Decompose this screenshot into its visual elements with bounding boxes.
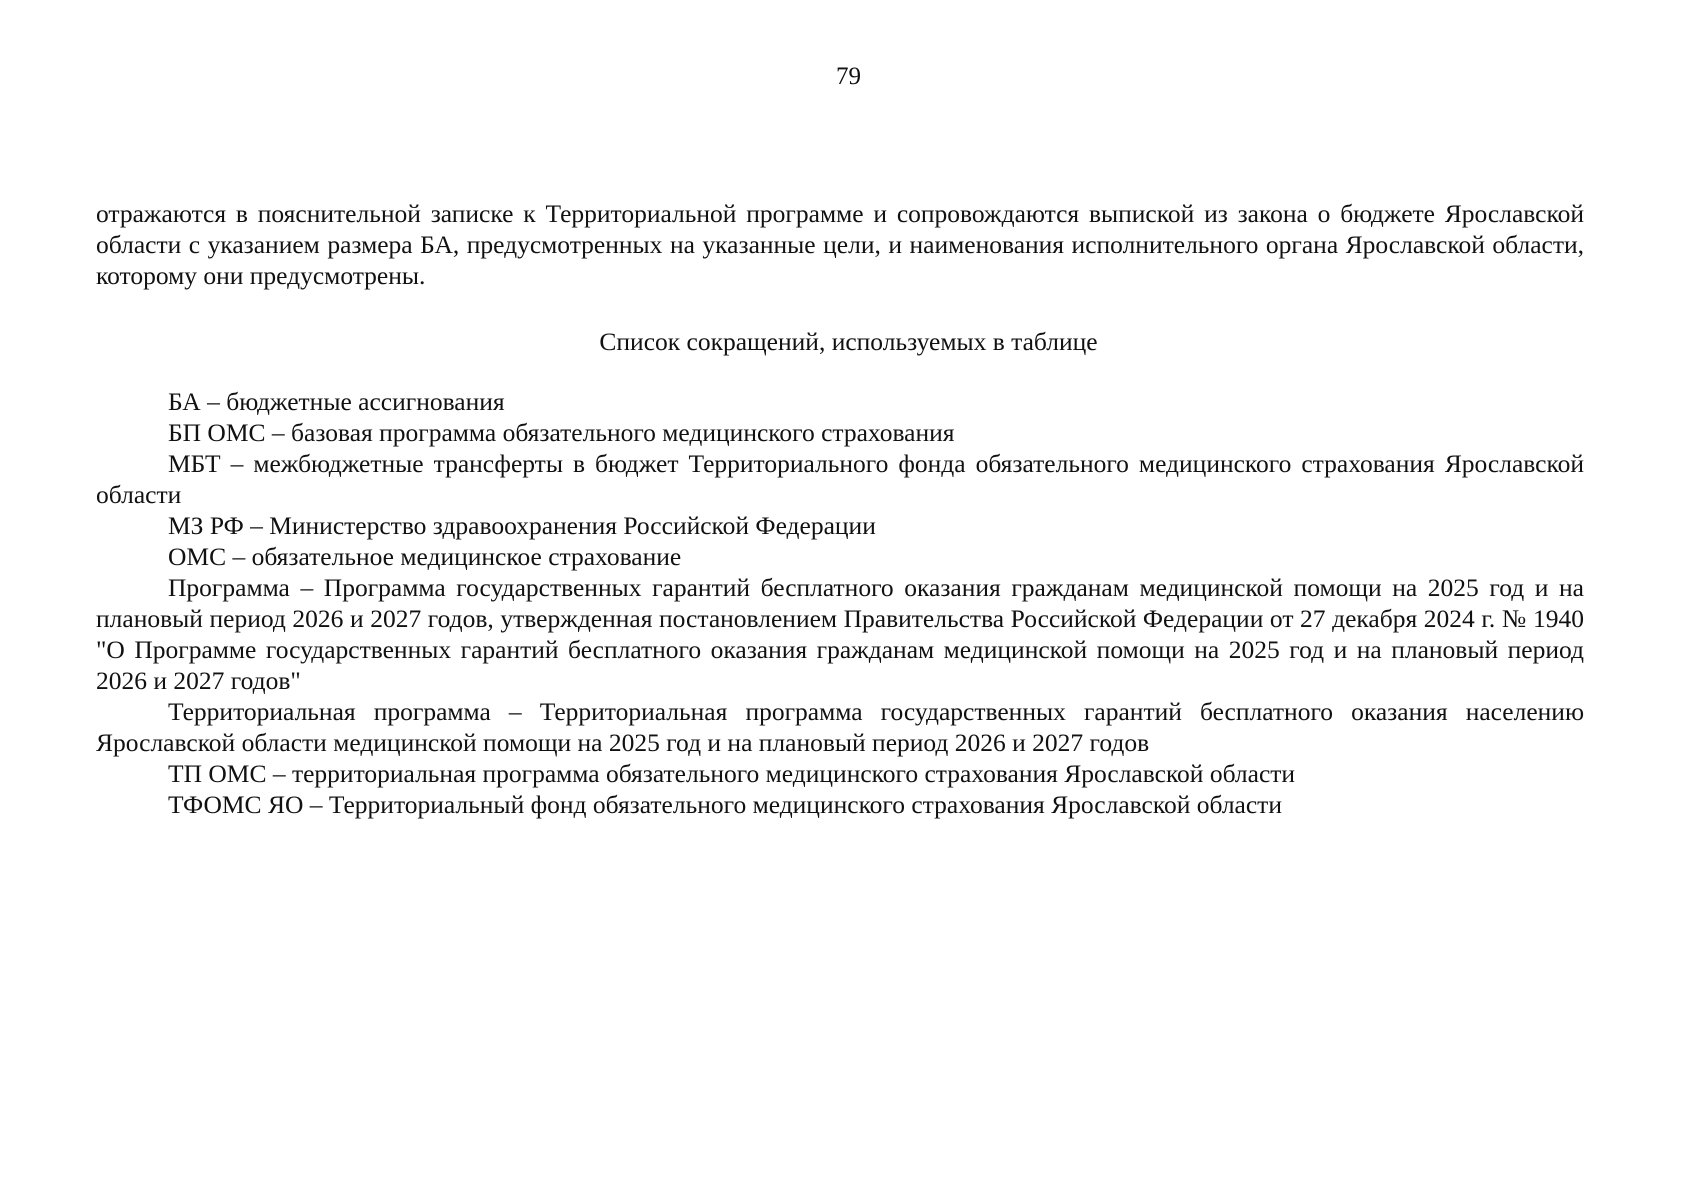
abbreviation-item: МБТ – межбюджетные трансферты в бюджет Территориального фонда обязательного медицинского страхования Ярославской области xyxy=(96,449,1584,509)
abbreviation-item: ОМС – обязательное медицинское страхование xyxy=(168,542,682,571)
abbreviation-item: ТФОМС ЯО – Территориальный фонд обязательного медицинского страхования Ярославской области xyxy=(168,790,1282,819)
abbreviation-item: БП ОМС – базовая программа обязательного медицинского страхования xyxy=(168,418,955,447)
abbreviation-item: МЗ РФ – Министерство здравоохранения Российской Федерации xyxy=(168,511,876,540)
abbreviations-list-title: Список сокращений, используемых в таблице xyxy=(599,327,1098,356)
intro-paragraph: отражаются в пояснительной записке к Территориальной программе и сопровождаются выпиской из закона о бюджете Ярославской области с указанием размера БА, предусмотренных на указанные цели, и наименования исполнительного органа Ярославской области, которому они предусмотрены. xyxy=(96,199,1584,290)
abbreviation-item: ТП ОМС – территориальная программа обязательного медицинского страхования Ярославской области xyxy=(168,759,1296,788)
abbreviation-item: Территориальная программа – Территориальная программа государственных гарантий бесплатного оказания населению Ярославской области медицинской помощи на 2025 год и на плановый период 2026 и 2027 годов xyxy=(96,697,1584,757)
abbreviation-item: Программа – Программа государственных гарантий бесплатного оказания гражданам медицинской помощи на 2025 год и на плановый период 2026 и 2027 годов, утвержденная постановлением Правительства Российской Федерации от 27 декабря 2024 г. № 1940 "О Программе государственных гарантий бесплатного оказания гражданам медицинской помощи на 2025 год и на плановый период 2026 и 2027 годов" xyxy=(96,573,1584,695)
abbreviation-item: БА – бюджетные ассигнования xyxy=(168,387,505,416)
abbreviations-list xyxy=(96,386,1584,820)
page-number: 79 xyxy=(836,63,861,90)
